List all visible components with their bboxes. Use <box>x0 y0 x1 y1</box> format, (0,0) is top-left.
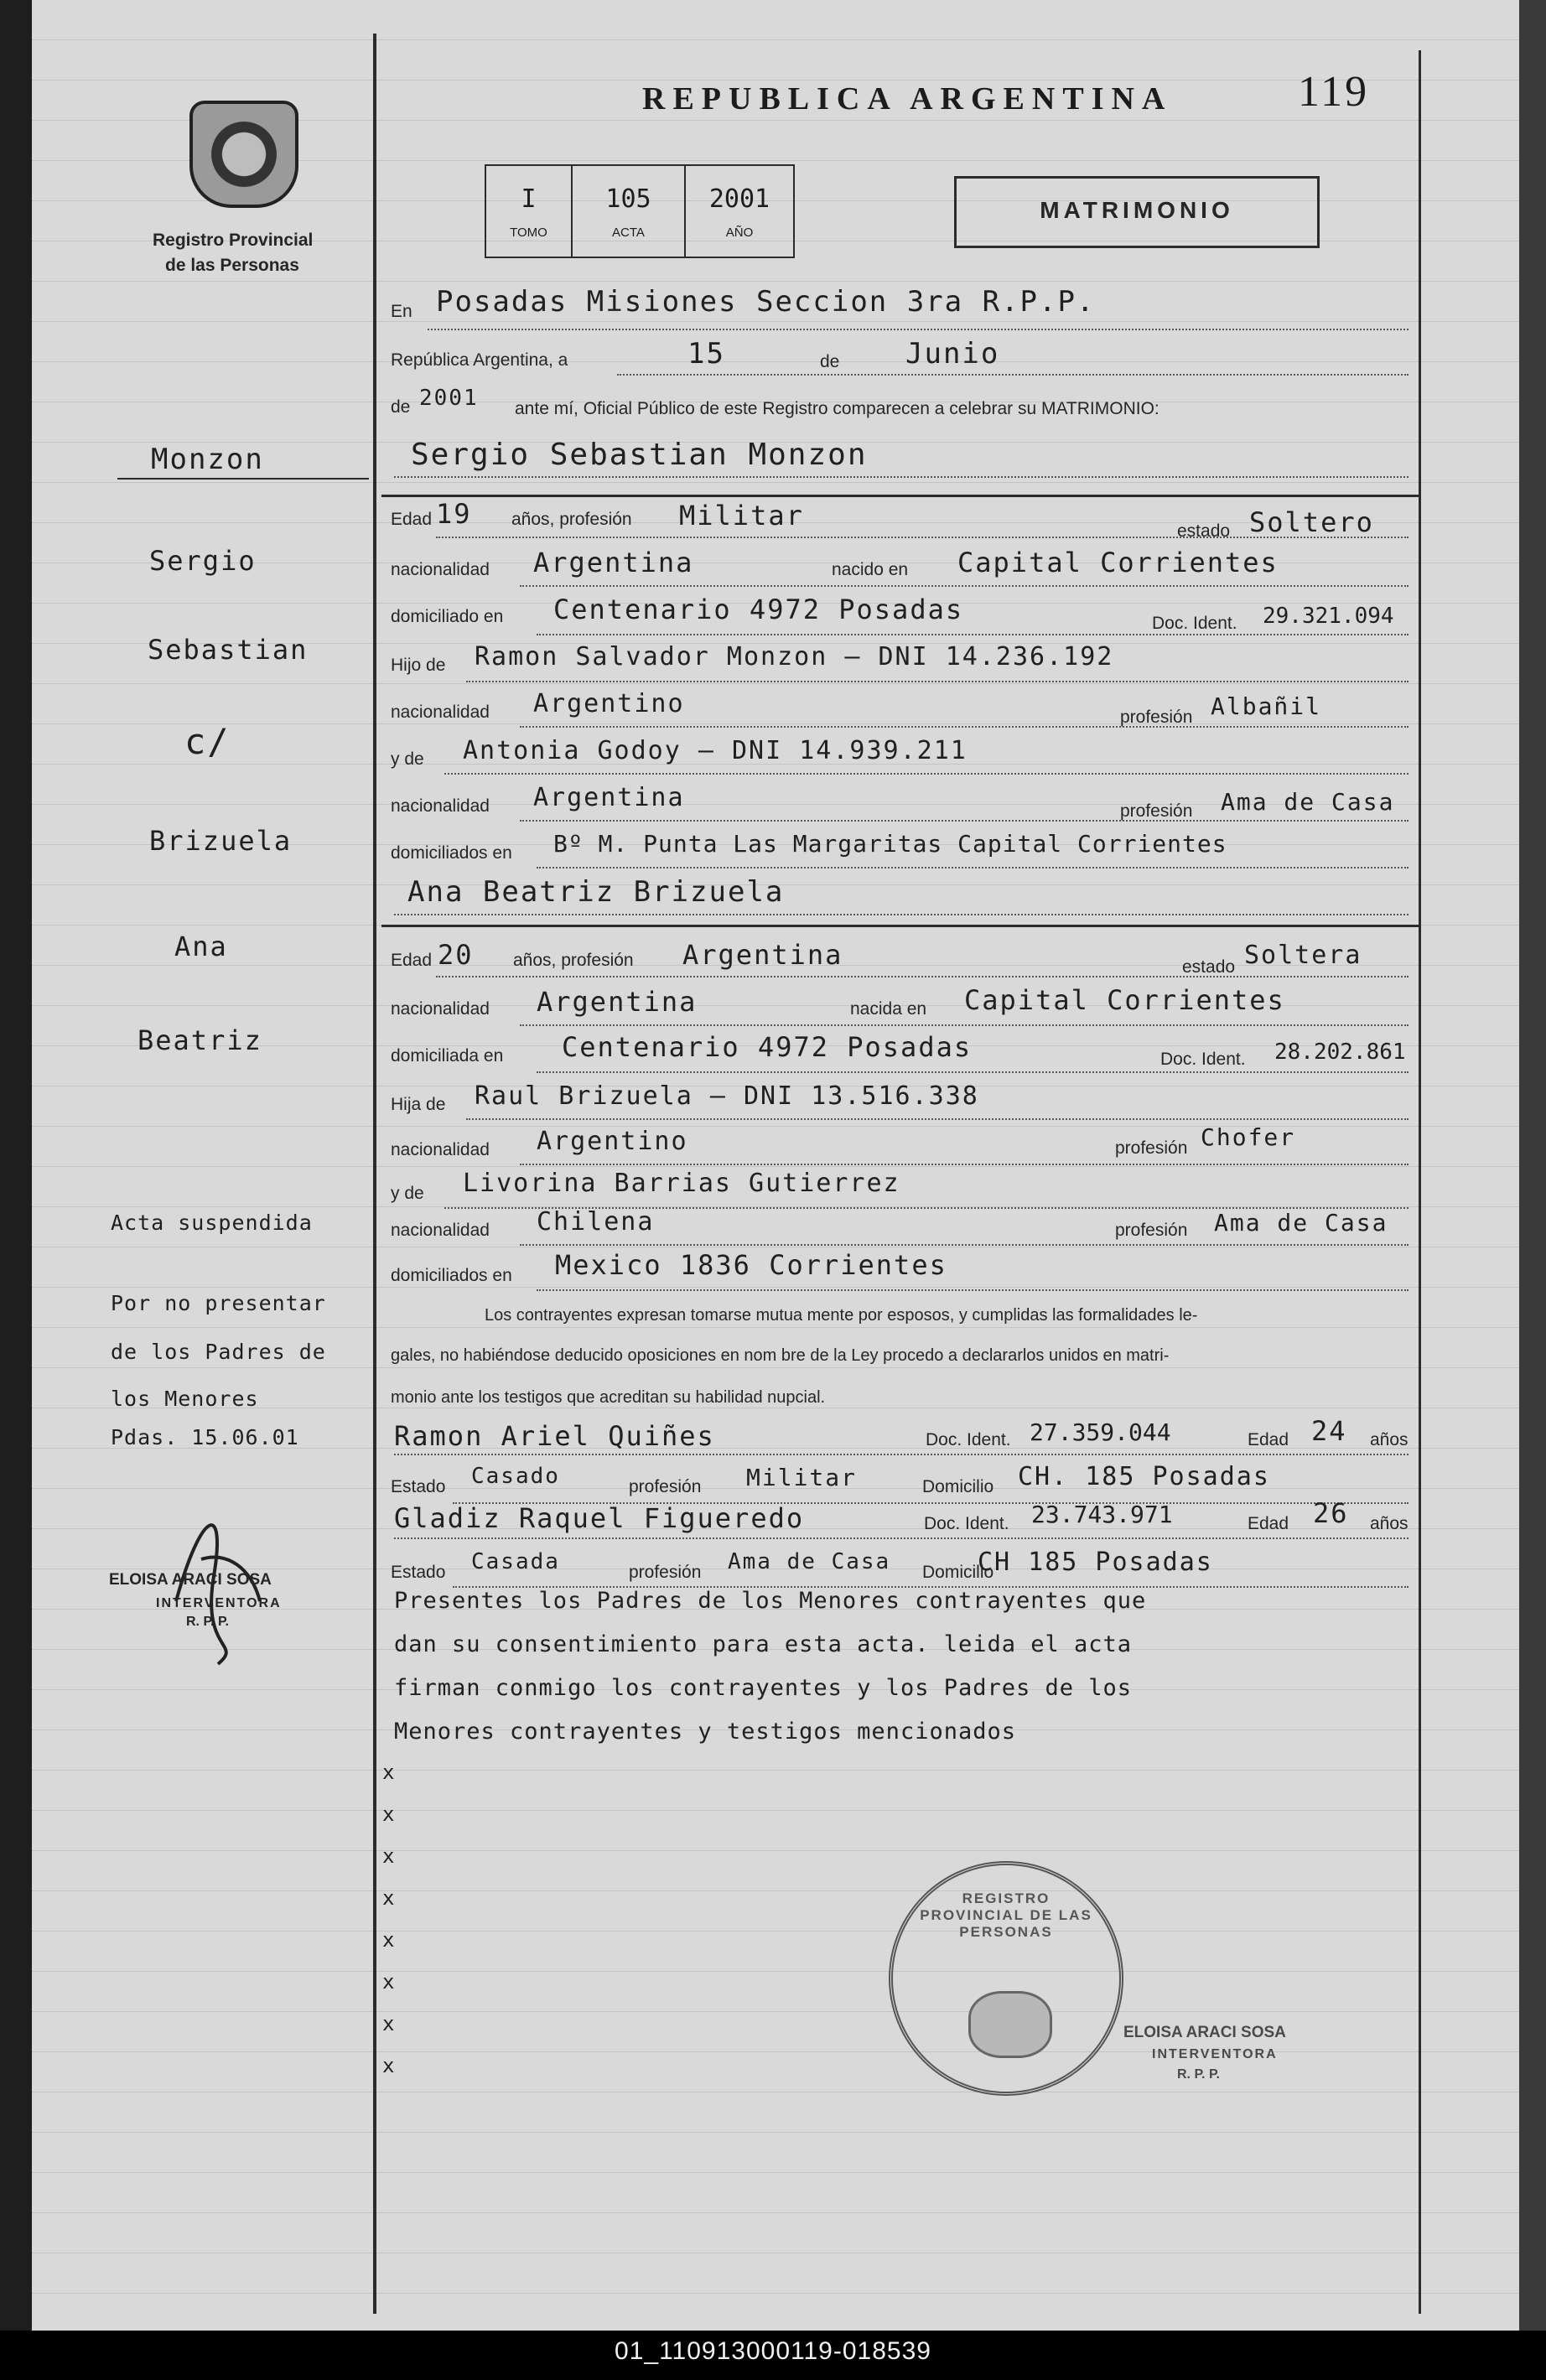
witness-2-estado: Casada <box>471 1549 560 1574</box>
margin-note-3: de los Padres de <box>111 1340 326 1364</box>
bride-nationality: Argentina <box>537 986 698 1018</box>
witness-1-address: CH. 185 Posadas <box>1018 1462 1270 1491</box>
day: 15 <box>687 337 725 371</box>
groom-father-nat-label: nacionalidad <box>391 703 490 722</box>
groom-nacido-label: nacido en <box>832 560 909 579</box>
groom-birthplace: Capital Corrientes <box>957 547 1279 578</box>
bride-mother: Livorina Barrias Gutierrez <box>463 1169 900 1198</box>
register-page <box>32 0 1519 2331</box>
witness-2-address: CH 185 Posadas <box>978 1548 1213 1577</box>
bride-father-nationality: Argentino <box>537 1127 688 1156</box>
republica-label: República Argentina, a <box>391 350 568 370</box>
registry-stamp <box>889 1861 1123 2096</box>
bride-estado: Soltera <box>1244 941 1362 970</box>
groom-father-profession: Albañil <box>1211 692 1322 720</box>
signature-mark: x <box>382 1802 397 1826</box>
act-type-box <box>954 176 1320 248</box>
ano-cell <box>684 164 795 258</box>
witness-1-edad-label: Edad <box>1248 1430 1289 1449</box>
groom-estado: Soltero <box>1249 506 1374 538</box>
groom-nationality: Argentina <box>533 547 694 578</box>
bride-edad-label: Edad <box>391 951 433 970</box>
groom-anos-profesion-label: años, profesión <box>511 510 632 529</box>
tomo-cell <box>485 164 573 258</box>
margin-note-4: los Menores <box>111 1387 259 1411</box>
margin-bride-surname: Brizuela <box>149 825 293 857</box>
act-type: MATRIMONIO <box>1040 197 1234 223</box>
declaration-line-1: Los contrayentes expresan tomarse mutua mente por esposos, y cumplidas las formalidades le- <box>485 1306 1198 1325</box>
margin-groom-surname: Monzon <box>151 443 264 476</box>
groom-profession: Militar <box>679 500 804 531</box>
bride-yde-label: y de <box>391 1184 424 1203</box>
groom-mother-prof-label: profesión <box>1120 801 1193 821</box>
groom-father-nationality: Argentino <box>533 689 685 718</box>
stamp-official-name: ELOISA ARACI SOSA <box>1123 2024 1286 2041</box>
margin-divider <box>373 34 376 2314</box>
right-border <box>1419 50 1421 2314</box>
witness-1-anos-label: años <box>1370 1430 1409 1449</box>
stamp-ring-text: REGISTRO PROVINCIAL DE LAS PERSONAS <box>920 1890 1092 1940</box>
margin-official-office: R. P. P. <box>186 1615 229 1629</box>
witness-1-estado-label: Estado <box>391 1477 446 1496</box>
bride-address: Centenario 4972 Posadas <box>562 1031 973 1063</box>
groom-full-name: Sergio Sebastian Monzon <box>411 438 868 472</box>
witness-1-domicilio-label: Domicilio <box>922 1477 994 1496</box>
bride-father-nat-label: nacionalidad <box>391 1140 490 1159</box>
signature-mark: x <box>382 2012 397 2035</box>
intro-statement: ante mí, Oficial Público de este Registro comparecen a celebrar su MATRIMONIO: <box>515 399 1160 418</box>
witness-2-edad-label: Edad <box>1248 1514 1289 1533</box>
stamp-official-title: INTERVENTORA <box>1152 2047 1278 2061</box>
groom-nacionalidad-label: nacionalidad <box>391 560 490 579</box>
note-line-1: Presentes los Padres de los Menores contrayentes que <box>394 1588 1147 1614</box>
bride-mother-nationality: Chilena <box>537 1207 655 1237</box>
acta-value: 105 <box>605 184 651 214</box>
provincial-emblem-icon <box>189 101 298 208</box>
witness-1-doc-label: Doc. Ident. <box>926 1430 1011 1449</box>
acta-label: ACTA <box>612 226 645 240</box>
bride-birthplace: Capital Corrientes <box>964 984 1285 1016</box>
de2-label: de <box>391 397 411 417</box>
stamp-official-office: R. P. P. <box>1177 2067 1220 2082</box>
signature-mark: x <box>382 1844 397 1868</box>
witness-2-doc: 23.743.971 <box>1031 1501 1173 1528</box>
witness-1-name: Ramon Ariel Quiñes <box>394 1420 715 1452</box>
groom-parents-address: Bº M. Punta Las Margaritas Capital Corrientes <box>553 830 1227 858</box>
witness-1-age: 24 <box>1311 1415 1347 1447</box>
groom-yde-label: y de <box>391 749 424 769</box>
acta-cell <box>571 164 686 258</box>
bride-domiciliada-label: domiciliada en <box>391 1046 504 1066</box>
groom-edad-label: Edad <box>391 510 433 529</box>
margin-groom-name-2: Sebastian <box>148 634 309 666</box>
en-label: En <box>391 302 412 321</box>
margin-official-name: ELOISA ARACI SOSA <box>109 1571 272 1589</box>
witness-2-name: Gladiz Raquel Figueredo <box>394 1502 805 1534</box>
groom-section-divider <box>381 495 1419 497</box>
margin-note-5: Pdas. 15.06.01 <box>111 1425 299 1449</box>
groom-doc: 29.321.094 <box>1263 604 1394 629</box>
bride-mother-prof-label: profesión <box>1115 1221 1188 1240</box>
registry-name-1: Registro Provincial <box>153 231 314 250</box>
bride-nacionalidad-label: nacionalidad <box>391 999 490 1019</box>
margin-note-1: Acta suspendida <box>111 1211 313 1235</box>
stamp-emblem-icon <box>968 1991 1052 2058</box>
witness-2-profesion-label: profesión <box>629 1563 702 1582</box>
witness-2-estado-label: Estado <box>391 1563 446 1582</box>
bride-doc: 28.202.861 <box>1274 1040 1406 1065</box>
signature-mark: x <box>382 2054 397 2077</box>
bride-doc-label: Doc. Ident. <box>1160 1050 1246 1069</box>
bride-estado-label: estado <box>1182 957 1236 977</box>
groom-father-prof-label: profesión <box>1120 708 1193 727</box>
bride-nacida-label: nacida en <box>850 999 927 1019</box>
witness-1-profession: Militar <box>746 1464 858 1491</box>
witness-1-doc: 27.359.044 <box>1030 1418 1171 1446</box>
tomo-label: TOMO <box>510 226 547 240</box>
bride-anos-profesion-label: años, profesión <box>513 951 634 970</box>
signature-mark: x <box>382 1760 397 1784</box>
bride-parents-dom-label: domiciliados en <box>391 1266 512 1285</box>
witness-1-estado: Casado <box>471 1464 560 1489</box>
ano-label: AÑO <box>725 226 754 240</box>
tomo-value: I <box>521 184 537 214</box>
signature-mark: x <box>382 1886 397 1910</box>
note-line-2: dan su consentimiento para esta acta. leida el acta <box>394 1631 1133 1657</box>
page-title: REPUBLICA ARGENTINA <box>642 81 1173 117</box>
witness-2-anos-label: años <box>1370 1514 1409 1533</box>
bride-profession: Argentina <box>682 939 843 971</box>
image-code: 01_110913000119-018539 <box>615 2337 931 2365</box>
bride-father-prof-label: profesión <box>1115 1138 1188 1158</box>
bride-father: Raul Brizuela — DNI 13.516.338 <box>475 1081 979 1111</box>
bride-mother-nat-label: nacionalidad <box>391 1221 490 1240</box>
bride-parents-address: Mexico 1836 Corrientes <box>555 1249 947 1281</box>
groom-estado-label: estado <box>1177 521 1231 541</box>
groom-parents-dom-label: domiciliados en <box>391 843 512 863</box>
groom-age: 19 <box>436 498 472 530</box>
groom-mother: Antonia Godoy — DNI 14.939.211 <box>463 736 968 765</box>
note-line-3: firman conmigo los contrayentes y los Padres de los <box>394 1675 1133 1701</box>
margin-groom-name-1: Sergio <box>149 545 257 577</box>
bride-age: 20 <box>438 939 474 971</box>
margin-official-title: INTERVENTORA <box>156 1596 282 1610</box>
note-line-4: Menores contrayentes y testigos mencionados <box>394 1719 1016 1745</box>
groom-domiciliado-label: domiciliado en <box>391 607 504 626</box>
margin-bride-name-1: Ana <box>174 931 228 962</box>
bride-hija-label: Hija de <box>391 1095 446 1114</box>
margin-bride-name-2: Beatriz <box>137 1024 262 1056</box>
signature-mark: x <box>382 1928 397 1952</box>
bride-mother-profession: Ama de Casa <box>1214 1209 1388 1237</box>
ano-value: 2001 <box>708 184 770 214</box>
month: Junio <box>905 337 1000 371</box>
margin-note-2: Por no presentar <box>111 1291 326 1315</box>
groom-mother-profession: Ama de Casa <box>1221 788 1395 816</box>
witness-2-profession: Ama de Casa <box>728 1549 891 1574</box>
bride-section-divider <box>381 925 1419 927</box>
margin-connector: c/ <box>184 721 231 762</box>
groom-address: Centenario 4972 Posadas <box>553 594 964 625</box>
bride-full-name: Ana Beatriz Brizuela <box>407 875 785 909</box>
declaration-line-3: monio ante los testigos que acreditan su habilidad nupcial. <box>391 1388 826 1407</box>
witness-1-profesion-label: profesión <box>629 1477 702 1496</box>
groom-mother-nat-label: nacionalidad <box>391 796 490 816</box>
groom-father: Ramon Salvador Monzon — DNI 14.236.192 <box>475 642 1114 671</box>
year: 2001 <box>419 386 479 411</box>
groom-mother-nationality: Argentina <box>533 783 685 812</box>
groom-doc-label: Doc. Ident. <box>1152 614 1237 633</box>
bride-father-profession: Chofer <box>1201 1123 1296 1151</box>
page-number: 119 <box>1298 68 1370 116</box>
declaration-line-2: gales, no habiéndose deducido oposiciones en nom bre de la Ley procedo a declararlos unidos en matri- <box>391 1346 1170 1365</box>
registry-name-2: de las Personas <box>165 256 299 275</box>
place: Posadas Misiones Seccion 3ra R.P.P. <box>436 285 1096 319</box>
groom-hijo-label: Hijo de <box>391 656 446 675</box>
witness-2-doc-label: Doc. Ident. <box>924 1514 1009 1533</box>
witness-2-age: 26 <box>1313 1497 1349 1529</box>
signature-mark: x <box>382 1970 397 1994</box>
de-label: de <box>820 352 840 371</box>
margin-line-1 <box>117 478 369 480</box>
witness-2-domicilio-label: Domicilio <box>922 1563 994 1582</box>
book-binding <box>1519 0 1546 2331</box>
